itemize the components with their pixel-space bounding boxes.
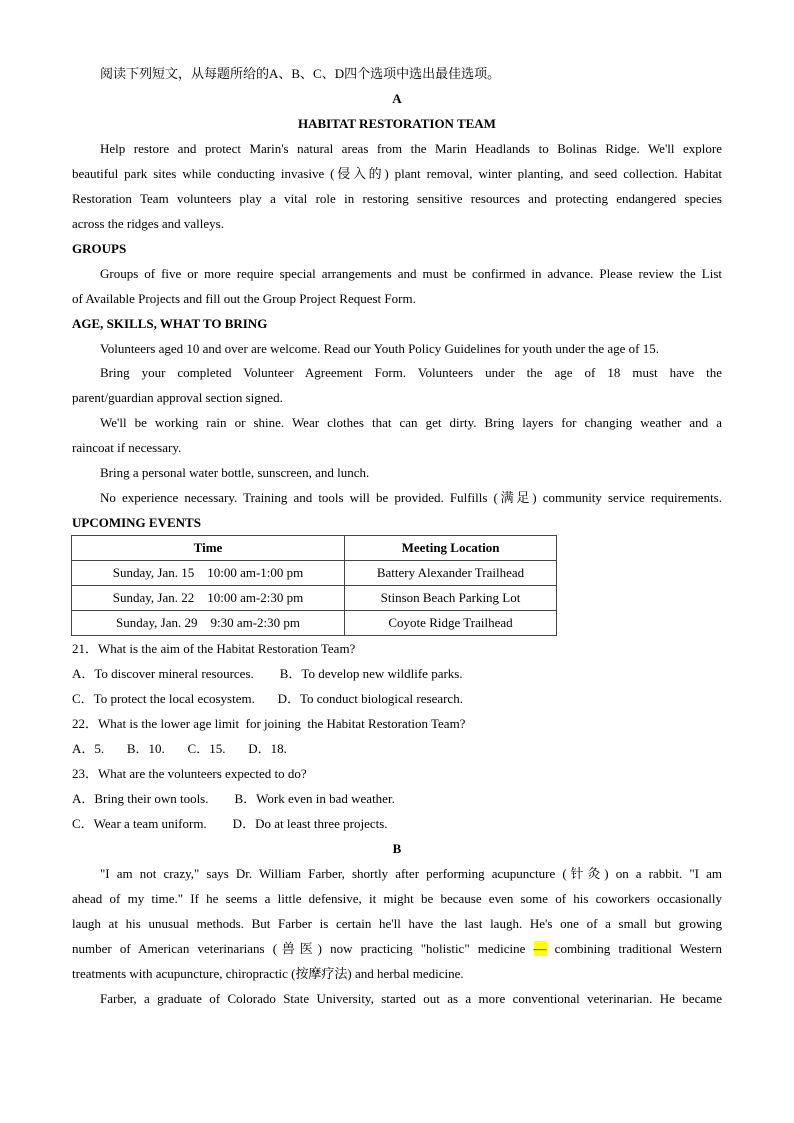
table-row [72,586,557,611]
question-options: A．To discover mineral resources. B．To develop new wildlife parks. [72,666,463,681]
age-line: No experience necessary. Training and tools will be provided. Fulfills (满足) community service requirements. [100,490,722,505]
instruction: 阅读下列短文，从每题所给的A、B、C、D四个选项中选出最佳选项。 [100,66,501,81]
table-row [72,611,557,636]
table-row [72,561,557,586]
table-cell: Battery Alexander Trailhead [345,561,557,586]
table-cell: Sunday, Jan. 15 10:00 am-1:00 pm [72,561,345,586]
table-cell: Sunday, Jan. 29 9:30 am-2:30 pm [72,611,345,636]
table-cell: Coyote Ridge Trailhead [345,611,557,636]
age-line: Bring a personal water bottle, sunscreen, and lunch. [100,465,370,480]
table-cell: Stinson Beach Parking Lot [345,586,557,611]
passage-b-line: treatments with acupuncture, chiropractic (按摩疗法) and herbal medicine. [72,966,464,981]
passage-b-line: Farber, a graduate of Colorado State University, started out as a more conventional veterinarian. He became [100,991,722,1006]
table-header-row [72,536,557,561]
passage-b-text: number of American veterinarians (兽医) now practicing "holistic" medicine [72,941,534,956]
groups-line: of Available Projects and fill out the Group Project Request Form. [72,291,416,306]
events-heading: UPCOMING EVENTS [72,515,201,530]
question: 21．What is the aim of the Habitat Restoration Team? [72,641,356,656]
age-line: parent/guardian approval section signed. [72,390,283,405]
age-line: Bring your completed Volunteer Agreement Form. Volunteers under the age of 18 must have the [100,365,722,380]
passage-b-line [72,941,722,957]
intro-line: across the ridges and valleys. [72,216,224,231]
age-heading: AGE, SKILLS, WHAT TO BRING [72,316,268,331]
question-options: C．Wear a team uniform. D．Do at least three projects. [72,816,388,831]
passage-b-line: laugh at his unusual methods. But Farber is certain he'll have the last laugh. He's one of a small but growing [72,916,722,931]
groups-line: Groups of five or more require special arrangements and must be confirmed in advance. Please review the List [100,266,722,281]
passage-a-title: HABITAT RESTORATION TEAM [298,116,496,131]
passage-a-letter: A [392,91,402,106]
question: 23．What are the volunteers expected to do? [72,766,307,781]
table-cell: Sunday, Jan. 22 10:00 am-2:30 pm [72,586,345,611]
question-options: A．5. B．10. C．15. D．18. [72,741,287,756]
age-line: raincoat if necessary. [72,440,182,455]
table-header: Meeting Location [345,536,557,561]
passage-b-text: combining traditional Western [546,941,722,956]
age-line: We'll be working rain or shine. Wear clothes that can get dirty. Bring layers for changing weather and a [100,415,722,430]
question-options: C．To protect the local ecosystem. D．To conduct biological research. [72,691,463,706]
age-line: Volunteers aged 10 and over are welcome. Read our Youth Policy Guidelines for youth under the age of 15. [100,341,659,356]
table-header: Time [72,536,345,561]
events-table [71,535,557,636]
question: 22．What is the lower age limit for joining the Habitat Restoration Team? [72,716,466,731]
intro-line: beautiful park sites while conducting invasive (侵入的) plant removal, winter planting, and seed collection. Habitat [72,166,722,181]
passage-b-line: "I am not crazy," says Dr. William Farber, shortly after performing acupuncture (针灸) on a rabbit. "I am [100,866,722,881]
passage-b-line: ahead of my time." If he seems a little defensive, it might be because even some of his coworkers occasionally [72,891,722,906]
highlighted-dash: — [533,941,547,956]
question-options: A．Bring their own tools. B．Work even in bad weather. [72,791,395,806]
passage-b-letter: B [392,841,402,856]
groups-heading: GROUPS [72,241,127,256]
intro-line: Help restore and protect Marin's natural areas from the Marin Headlands to Bolinas Ridge. We'll explore [100,141,722,156]
intro-line: Restoration Team volunteers play a vital role in restoring sensitive resources and protecting endangered species [72,191,722,206]
